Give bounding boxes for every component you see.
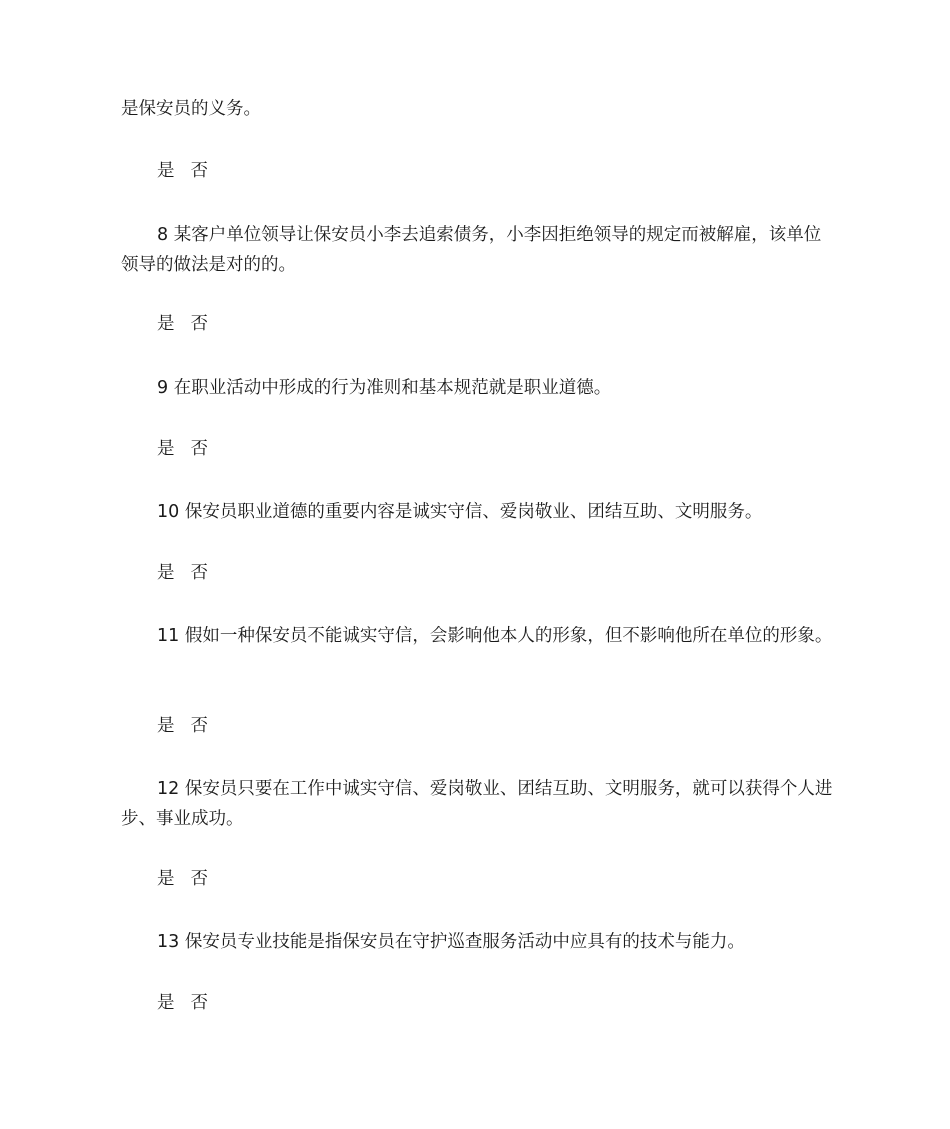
answer-yes: 是 bbox=[157, 869, 175, 889]
question-13: 13 保安员专业技能是指保安员在守护巡查服务活动中应具有的技术与能力。 bbox=[157, 932, 745, 952]
answer-no: 否 bbox=[190, 314, 208, 334]
answer-yes: 是 bbox=[157, 563, 175, 583]
answer-yes: 是 bbox=[157, 314, 175, 334]
answer-yes: 是 bbox=[157, 993, 175, 1013]
answer-no: 否 bbox=[190, 563, 208, 583]
answer-options bbox=[157, 865, 208, 893]
question-8: 8 某客户单位领导让保安员小李去追索债务，小李因拒绝领导的规定而被解雇，该单位领导的做法是对的的。 bbox=[121, 225, 822, 275]
answer-options bbox=[157, 989, 208, 1017]
answer-yes: 是 bbox=[157, 716, 175, 736]
answer-options bbox=[157, 435, 208, 463]
answer-options bbox=[157, 559, 208, 587]
answer-options bbox=[157, 712, 208, 740]
answer-no: 否 bbox=[190, 716, 208, 736]
answer-no: 否 bbox=[190, 439, 208, 459]
answer-no: 否 bbox=[190, 161, 208, 181]
answer-no: 否 bbox=[190, 869, 208, 889]
answer-yes: 是 bbox=[157, 161, 175, 181]
answer-yes: 是 bbox=[157, 439, 175, 459]
answer-options bbox=[157, 310, 208, 338]
question-10: 10 保安员职业道德的重要内容是诚实守信、爱岗敬业、团结互助、文明服务。 bbox=[157, 502, 763, 522]
question-9: 9 在职业活动中形成的行为准则和基本规范就是职业道德。 bbox=[157, 378, 612, 398]
answer-options bbox=[157, 157, 208, 185]
question-11: 11 假如一种保安员不能诚实守信，会影响他本人的形象，但不影响他所在单位的形象。 bbox=[157, 626, 833, 646]
intro-line: 是保安员的义务。 bbox=[121, 99, 261, 119]
answer-no: 否 bbox=[190, 993, 208, 1013]
question-12: 12 保安员只要在工作中诚实守信、爱岗敬业、团结互助、文明服务，就可以获得个人进步、事业成功。 bbox=[121, 779, 833, 829]
